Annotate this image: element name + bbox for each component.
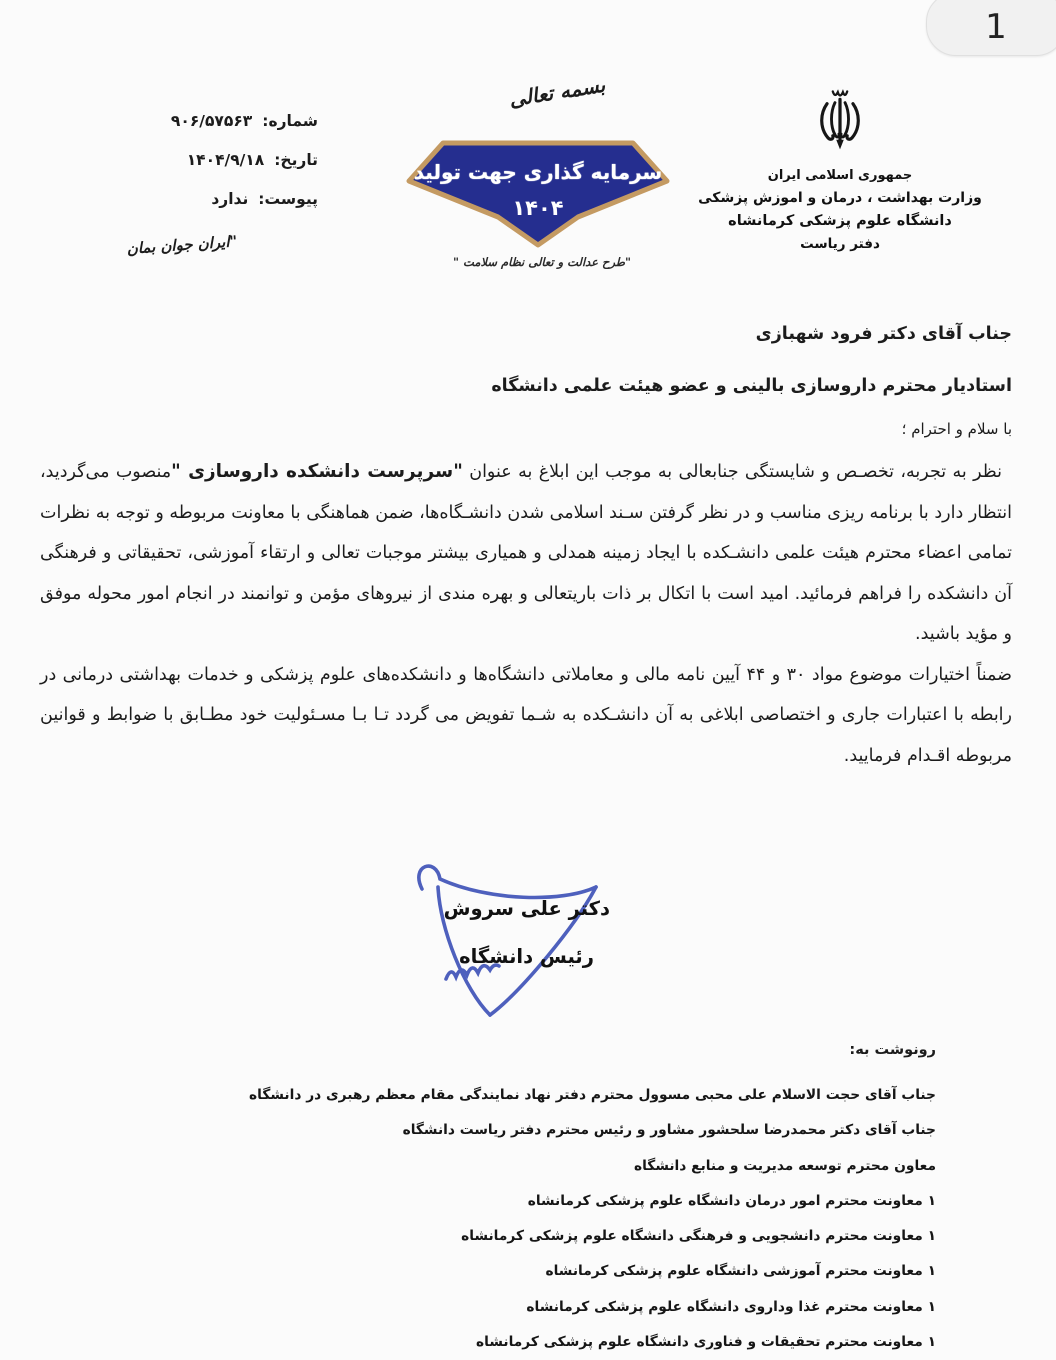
org-office: دفتر ریاست xyxy=(800,236,880,252)
para1-rest: منصوب می‌گردید، انتظار دارد با برنامه ریزی مناسب و در نظر گرفتن سـند اسلامی شدن دانشـگاه‌ها، ضمن هماهنگی با معاونت مربوطه و توجه به نظرات تمامی اعضاء محترم هیئت علمی دانشـکده با ایجاد زمینه همدلی و همیاری بیشتر موجبات تعالی و ارتقاء آموزشی، تحقیقاتی و فرهنگی آن دانشکده را فراهم فرمائید. امید است با اتکال بر ذات باریتعالی و بهره مندی از نیروهای مؤمن و توانمند در انجام امور محوله موفق و مؤید باشید. xyxy=(40,462,1012,644)
letter-meta-block xyxy=(96,112,318,229)
signature-block xyxy=(406,853,626,1025)
paragraph-appointment xyxy=(40,452,1012,655)
cc-item: جناب آقای حجت الاسلام علی محبی مسوول محترم دفتر نهاد نمایندگی مقام معظم رهبری در دانشگاه xyxy=(249,1087,936,1103)
org-country: جمهوری اسلامی ایران xyxy=(767,168,913,183)
letter-body xyxy=(40,452,1012,776)
date-label: تاریخ: xyxy=(274,151,318,169)
signer-name: دکتر علی سروش xyxy=(443,897,610,920)
number-value: ۹۰۶/۵۷۵۶۳ xyxy=(170,112,253,130)
cc-item: ۱ معاونت محترم تحقیقات و فناوری دانشگاه علوم پزشکی کرمانشاه xyxy=(476,1334,936,1351)
cc-item: ۱ معاونت محترم دانشجویی و فرهنگی دانشگاه علوم پزشکی کرمانشاه xyxy=(461,1228,936,1245)
page-number: 1 xyxy=(985,7,1007,47)
recipient-name: جناب آقای دکتر فرود شهبازی xyxy=(755,324,1012,344)
iran-motto-calligraphy: "ایران جوان بمان xyxy=(126,232,238,258)
recipient-title: استادیار محترم داروسازی بالینی و عضو هیئت علمی دانشگاه xyxy=(491,376,1012,396)
besmeh-calligraphy: بسمه تعالی xyxy=(507,72,607,112)
cc-item: ۱ معاونت محترم غذا وداروی دانشگاه علوم پزشکی کرمانشاه xyxy=(526,1298,936,1315)
badge-text-line2: ۱۴۰۴ xyxy=(512,196,564,220)
handwritten-signature-icon xyxy=(406,853,626,1025)
org-ministry: وزارت بهداشت ، درمان و اموزش پزشکی xyxy=(698,190,982,206)
badge-text-line1: سرمایه گذاری جهت تولید xyxy=(413,160,663,184)
badge-shape xyxy=(406,136,670,250)
signer-title: رئیس دانشگاه xyxy=(459,945,594,968)
para1-intro: نظر به تجربه، تخصـص و شایستگی جنابعالی به موجب این ابلاغ به عنوان xyxy=(462,462,1003,482)
appointment-title-bold: "سرپرست دانشکده داروسازی " xyxy=(171,461,463,482)
attachment-label: پیوست: xyxy=(258,190,318,208)
org-university: دانشگاه علوم پزشکی کرمانشاه xyxy=(728,213,952,229)
meta-row-number xyxy=(96,112,318,130)
attachment-value: ندارد xyxy=(211,190,249,208)
page-number-badge xyxy=(926,0,1056,56)
cc-item: جناب آقای دکتر محمدرضا سلحشور مشاور و رئیس محترم دفتر ریاست دانشگاه xyxy=(402,1122,936,1139)
iran-emblem-icon xyxy=(804,84,876,158)
meta-row-attachment xyxy=(96,190,318,208)
cc-item: معاون محترم توسعه مدیریت و منابع دانشگاه xyxy=(633,1157,936,1174)
meta-row-date xyxy=(96,151,318,169)
date-value: ۱۴۰۴/۹/۱۸ xyxy=(186,151,265,169)
cc-item: ۱ معاونت محترم امور درمان دانشگاه علوم پزشکی کرمانشاه xyxy=(527,1192,936,1209)
health-plan-slogan: "طرح عدالت و تعالی نظام سلامت " xyxy=(453,255,631,269)
letterhead-org-block xyxy=(690,84,990,256)
paragraph-delegation: ضمناً اختیارات موضوع مواد ۳۰ و ۴۴ آیین نامه مالی و معاملاتی دانشگاه‌ها و دانشکده‌های علوم پزشکی و خدمات بهداشتی درمانی در رابطه با اعتبارات جاری و اختصاصی ابلاغی به آن دانشـکده به شـما تفویض می گردد تـا بـا مسـئولیت خود مطـابق با ضوابط و قوانین مربوطه اقـدام فرمایید. xyxy=(40,664,1013,766)
number-label: شماره: xyxy=(262,112,318,130)
year-slogan-badge xyxy=(406,136,670,250)
cc-item: ۱ معاونت محترم آموزشی دانشگاه علوم پزشکی کرمانشاه xyxy=(545,1263,936,1280)
cc-section xyxy=(106,1042,936,1360)
cc-heading: رونوشت به: xyxy=(849,1042,936,1058)
salutation: با سلام و احترام ؛ xyxy=(901,420,1012,438)
